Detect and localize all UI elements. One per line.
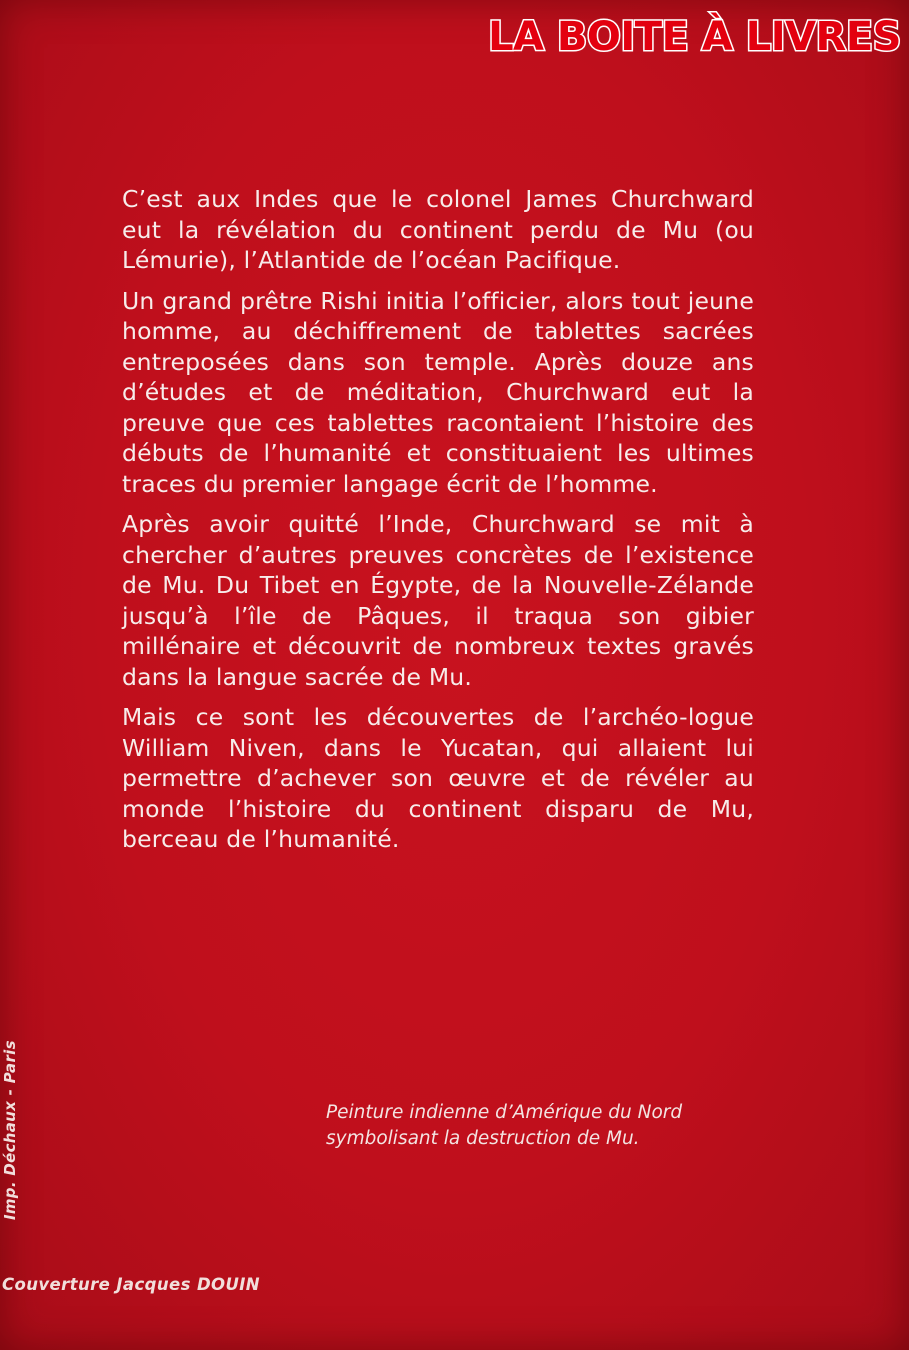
printer-credit: Imp. Déchaux - Paris bbox=[1, 1040, 19, 1220]
blurb-paragraph-4: Mais ce sont les découvertes de l’archéo-logue William Niven, dans le Yucatan, qui allaient lui permettre d’achever son œuvre et de révéler au monde l’histoire du continent disparu de Mu, berceau de l’humanité. bbox=[122, 703, 754, 853]
caption-line-1: Peinture indienne d’Amérique du Nord bbox=[326, 1102, 683, 1123]
illustration-caption bbox=[326, 1100, 766, 1152]
blurb-paragraph-2: Un grand prêtre Rishi initia l’officier, alors tout jeune homme, au déchiffrement de tablettes sacrées entreposées dans son temple. Après douze ans d’études et de méditation, Churchward eut la preuve que ces tablettes racontaient l’histoire des débuts de l’humanité et constituaient les ultimes traces du premier langage écrit de l’homme. bbox=[122, 286, 754, 498]
blurb-paragraph-1: C’est aux Indes que le colonel James Churchward eut la révélation du continent perdu de Mu (ou Lémurie), l’Atlantide de l’océan Pacifique. bbox=[122, 185, 754, 274]
blurb-paragraph-3: Après avoir quitté l’Inde, Churchward se mit à chercher d’autres preuves concrètes de l’existence de Mu. Du Tibet en Égypte, de la Nouvelle-Zélande jusqu’à l’île de Pâques, il traqua son gibier millénaire et découvrit de nombreux textes gravés dans la langue sacrée de Mu. bbox=[122, 510, 754, 691]
blurb-text bbox=[122, 184, 754, 865]
caption-line-2: symbolisant la destruction de Mu. bbox=[326, 1128, 640, 1149]
watermark-logo: LA BOITE À LIVRES bbox=[488, 14, 901, 60]
cover-credit: Couverture Jacques DOUIN bbox=[2, 1275, 261, 1294]
